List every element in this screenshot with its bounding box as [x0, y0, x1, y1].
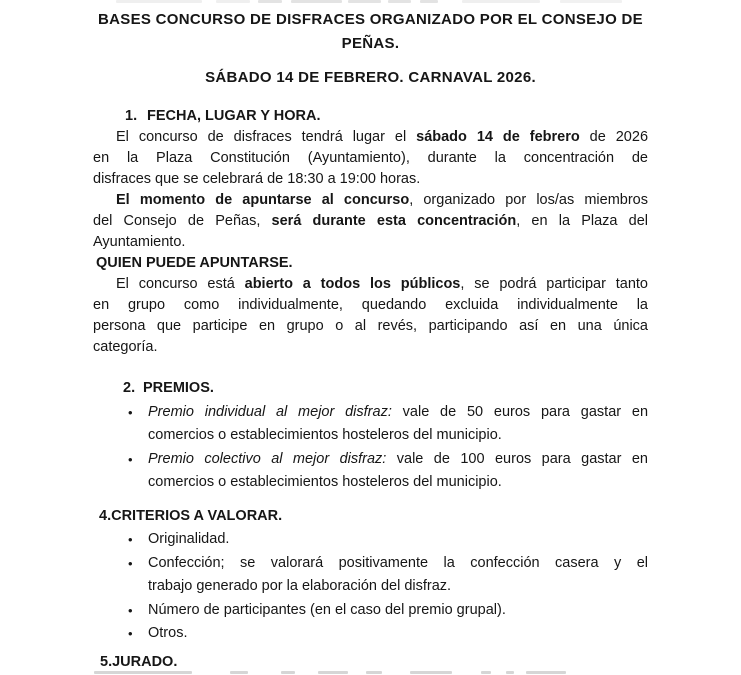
text-segment: Número de participantes (en el caso del premio grupal). [148, 601, 506, 618]
text-segment: Otros. [148, 625, 188, 641]
text-line [93, 148, 648, 169]
heading-fecha-lugar-hora [93, 106, 648, 127]
cropped-text-artifact-top [0, 0, 741, 4]
text-line [93, 232, 648, 253]
text-segment: vale de 50 euros para gastar en [391, 403, 649, 420]
list-item [93, 448, 648, 495]
text-segment: El concurso de disfraces tendrá lugar el [116, 129, 417, 145]
text-segment: persona que participe en grupo o al revés, participando así en una única [93, 318, 648, 334]
bullet-marker-icon: • [128, 626, 133, 641]
heading-number: 2. [123, 380, 136, 396]
heading-quien-puede-apuntarse: QUIEN PUEDE APUNTARSE. [96, 255, 293, 271]
text-line [148, 599, 648, 623]
text-line [93, 127, 648, 148]
text-segment: Premio individual al mejor disfraz: [148, 403, 392, 420]
text-line [148, 575, 648, 599]
text-line [93, 169, 648, 190]
text-line [93, 211, 648, 232]
text-line [148, 471, 648, 495]
list-item [93, 528, 648, 552]
text-segment: comercios o establecimientos hosteleros del municipio. [148, 474, 502, 490]
bullet-list-premios [93, 401, 648, 495]
text-segment: , en la Plaza del [516, 213, 648, 229]
text-line [148, 448, 648, 472]
heading-criterios: 4.CRITERIOS A VALORAR. [99, 507, 283, 524]
text-line [93, 274, 648, 295]
heading-premios [93, 377, 648, 401]
text-segment: vale de 100 euros para gastar en [386, 450, 648, 467]
text-segment: sábado 14 de febrero [416, 129, 580, 145]
text-segment: Premio colectivo al mejor disfraz: [148, 450, 387, 467]
text-line [148, 424, 648, 448]
list-item [93, 401, 648, 448]
bullet-marker-icon: • [128, 451, 133, 467]
text-segment: abierto a todos los públicos [244, 276, 461, 292]
text-segment: , organizado por los/as miembros [409, 192, 648, 208]
list-item [93, 622, 648, 646]
text-segment: de 2026 [579, 129, 649, 145]
heading-number: 1. [125, 108, 138, 124]
text-segment: categoría. [93, 339, 158, 355]
heading-jurado: 5.JURADO. [100, 653, 178, 670]
text-segment: , se podrá participar tanto [460, 276, 648, 292]
text-segment: Originalidad. [148, 531, 230, 547]
paragraph-fecha-2 [93, 190, 648, 253]
text-line [93, 316, 648, 337]
text-segment: en la Plaza Constitución (Ayuntamiento), durante la concentración de [93, 150, 648, 166]
text-segment: será durante esta concentración [271, 213, 517, 229]
document-title-line-1: BASES CONCURSO DE DISFRACES ORGANIZADO POR EL CONSEJO DE [98, 11, 643, 28]
text-line [148, 552, 648, 576]
document-title-line-2: PEÑAS. [341, 35, 400, 52]
text-line [148, 622, 648, 646]
text-segment: en grupo como individualmente, quedando excluida individualmente la [93, 297, 648, 313]
bullet-list-criterios [93, 528, 648, 646]
text-segment: del Consejo de Peñas, [93, 213, 272, 229]
text-segment: El momento de apuntarse al concurso [116, 192, 410, 208]
text-segment: comercios o establecimientos hosteleros del municipio. [148, 427, 502, 443]
text-line [148, 401, 648, 425]
text-segment: Ayuntamiento. [93, 234, 186, 250]
bullet-marker-icon: • [128, 602, 133, 618]
text-line [93, 295, 648, 316]
bullet-marker-icon: • [128, 404, 133, 420]
bullet-marker-icon: • [128, 555, 133, 571]
text-line [148, 528, 648, 552]
list-item [93, 599, 648, 623]
text-segment: Confección; se valorará positivamente la confección casera y el [148, 554, 648, 571]
text-segment: El concurso está [116, 276, 245, 292]
heading-text: FECHA, LUGAR Y HORA. [147, 108, 321, 124]
bullet-marker-icon: • [128, 532, 133, 547]
text-line [93, 337, 648, 358]
text-segment: disfraces que se celebrará de 18:30 a 19:00 horas. [93, 171, 421, 187]
paragraph-fecha-1 [93, 127, 648, 190]
text-line [93, 190, 648, 211]
paragraph-quien [93, 274, 648, 358]
text-segment: trabajo generado por la elaboración del disfraz. [148, 578, 452, 594]
document-subtitle: SÁBADO 14 DE FEBRERO. CARNAVAL 2026. [205, 69, 536, 86]
list-item [93, 552, 648, 599]
heading-text: PREMIOS. [143, 380, 214, 396]
